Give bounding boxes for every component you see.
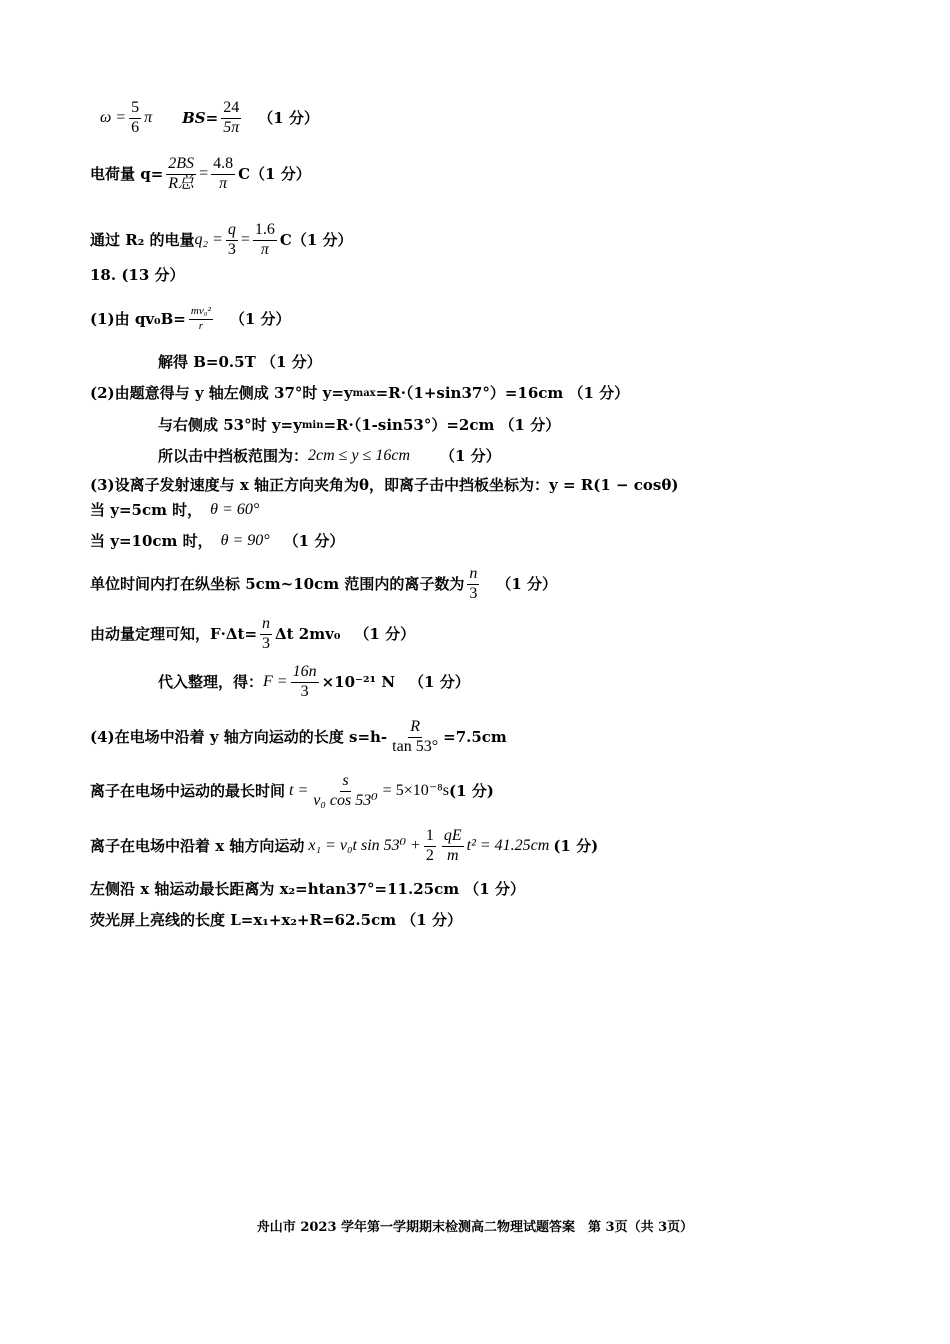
score: （1 分） [258, 108, 319, 127]
fraction: $\frac{\text{mv₀²}}{r}$ [190, 305, 211, 332]
score: C（1 分） [238, 164, 311, 183]
fraction: $\frac{qE}{m}$ [443, 827, 462, 864]
formula-q2 [90, 222, 352, 259]
range-formula: 2cm ≤ y ≤ 16cm [308, 447, 410, 464]
fraction: $\frac{R}{\tan 53^\circ}$ [392, 718, 439, 755]
part-1-result: 解得 B=0.5T （1 分） [158, 353, 322, 371]
part-4-x2: 左侧沿 x 轴运动最长距离为 x₂=htan37°=11.25cm （1 分） [90, 880, 525, 898]
score: （1 分） [354, 624, 416, 643]
part-3-force: 代入整理，得： F = $\frac{16n}{3}$ ×10⁻²¹ N （1 分） [158, 663, 470, 700]
q2-symbol: q₂ = [194, 231, 223, 249]
part-3-ion-count: 单位时间内打在纵坐标 5cm~10cm 范围内的离子数为 $\frac{n}{3}$ （1 分） [90, 565, 558, 602]
part-2-range: 所以击中挡板范围为： 2cm ≤ y ≤ 16cm （1 分） [158, 446, 501, 465]
part-4-x1: 离子在电场中沿着 x 轴方向运动 x₁ = v₀t sin 53⁰ + $\frac{1}{2}$ $\frac{qE}{m}$ t² = 41.25cm (1 分) [90, 827, 599, 864]
q2-label: 通过 R₂ 的电量 [90, 230, 195, 249]
part-4-total-length: 荧光屏上亮线的长度 L=x₁+x₂+R=62.5cm （1 分） [90, 911, 462, 929]
fraction: $\frac{24}{5\pi}$ [223, 99, 240, 136]
omega-label: ω = [100, 109, 127, 127]
part-1-label: (1)由 qv₀B= [90, 309, 186, 328]
fraction: $\frac{2BS}{\text{R总}}$ [168, 155, 195, 192]
part-4-time: 离子在电场中运动的最长时间 t = $\frac{s}{\text{v₀ cos 53⁰}}$ = 5×10⁻⁸s (1 分) [90, 772, 494, 809]
theta-60: θ = 60° [210, 501, 260, 518]
fraction: $\frac{q}{3}$ [227, 221, 236, 258]
score: C（1 分） [279, 230, 353, 249]
part-3-y10: 当 y=10cm 时， θ = 90° （1 分） [90, 531, 345, 550]
page-footer: 舟山市 2023 学年第一学期期末检测高二物理试题答案 第 3页（共 3页） [256, 1220, 694, 1235]
question-18-heading: 18. (13 分） [90, 266, 185, 284]
score: （1 分） [409, 672, 470, 691]
equals: = [199, 165, 209, 183]
charge-label: 电荷量 q= [90, 164, 164, 183]
bs-label: BS= [182, 108, 219, 127]
fraction: $\frac{n}{3}$ [469, 565, 478, 602]
fraction: $\frac{5}{6}$ [131, 99, 140, 136]
score: (1 分) [448, 781, 494, 800]
score: （1 分） [496, 574, 558, 593]
fraction: $\frac{1}{2}$ [425, 827, 434, 864]
score: （1 分） [229, 309, 291, 328]
part-2-ymin: 与右侧成 53°时 y=y min =R·（1-sin53°）=2cm （1 分） [158, 416, 561, 434]
formula-omega-bs [100, 100, 319, 137]
score: (1 分) [553, 836, 599, 855]
part-2-ymax: (2)由题意得与 y 轴左侧成 37°时 y=y max =R·（1+sin37°）=16cm （1 分） [90, 384, 630, 402]
part-1-formula [90, 306, 291, 332]
pi-symbol: π [144, 109, 153, 127]
formula-charge [90, 156, 311, 193]
part-3-momentum: 由动量定理可知，F·Δt= $\frac{n}{3}$ Δt 2mv₀ （1 分） [90, 615, 416, 652]
part-3-y5: 当 y=5cm 时， θ = 60° [90, 500, 260, 519]
part-3-setup: (3)设离子发射速度与 x 轴正方向夹角为θ，即离子击中挡板坐标为：y = R(1 − cosθ) [90, 476, 679, 494]
score: （1 分） [440, 446, 501, 465]
fraction: $\frac{4.8}{\pi}$ [213, 155, 234, 192]
equals: = [240, 231, 250, 249]
part-4-length: (4)在电场中沿着 y 轴方向运动的长度 s=h- $\frac{R}{\tan 53^\circ}$ =7.5cm [90, 718, 507, 755]
fraction: $\frac{s}{\text{v₀ cos 53⁰}}$ [313, 772, 378, 809]
theta-90: θ = 90° [220, 532, 270, 549]
fraction: $\frac{1.6}{\pi}$ [254, 221, 275, 258]
fraction: $\frac{16n}{3}$ [292, 663, 317, 700]
score: （1 分） [283, 531, 345, 550]
fraction: $\frac{n}{3}$ [262, 615, 271, 652]
